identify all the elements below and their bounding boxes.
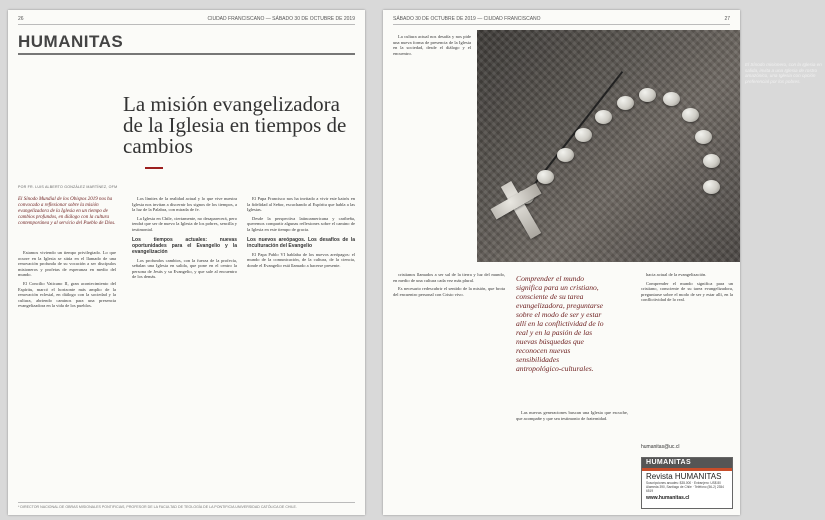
paragraph: cristianos llamados a ser sal de la tierra y luz del mundo, en medio de una cultura cada vez más plural.: [393, 272, 505, 283]
rosary-bead: [557, 148, 574, 162]
contact-email[interactable]: humanitas@uc.cl: [641, 444, 680, 450]
decorative-rule: [145, 167, 163, 169]
running-head: [393, 16, 730, 25]
lead-paragraph: El Sínodo Mundial de los Obispos 2019 nos ha convocado a reflexionar sobre la misión evangelizadora de la Iglesia en un tiempo de cambios profundos, en diálogo con la cultura contemporánea y al servicio del Pueblo de Dios.: [18, 197, 116, 226]
running-head-text: CIUDAD FRANCISCANO — SÁBADO 30 DE OCTUBRE DE 2019: [207, 16, 355, 22]
photo-caption: El Sínodo misionero, con la Iglesia en salida, invita a una Iglesia de rostro amazónico, una Iglesia con opción preferencial por los pobres.: [745, 62, 822, 84]
left-page: [8, 10, 365, 515]
rosary-bead: [695, 130, 712, 144]
paragraph: Los profundos cambios, con la fuerza de la profecía, señalan una Iglesia en salida, que pone en el centro la persona de Jesús y su Evangelio, y que sale al encuentro de los demás.: [132, 257, 237, 280]
rosary-bead: [575, 128, 592, 142]
paragraph: Las nuevas generaciones buscan una Iglesia que escuche, que acompañe y que sea testimonio de fraternidad.: [516, 410, 628, 421]
article-headline: La misión evangelizadora de la Iglesia en tiempos de cambios: [123, 92, 347, 158]
paragraph: El Papa Francisco nos ha invitado a vivir este kairós en la fidelidad al Señor, escuchando al Espíritu que habla a las Iglesias.: [247, 196, 355, 213]
section-divider: [18, 53, 355, 55]
section-title: HUMANITAS: [18, 32, 124, 51]
running-head: [18, 16, 355, 25]
column-3: [247, 196, 355, 501]
subheading: Los tiempos actuales: nuevas oportunidades para el Evangelio y la evangelización: [132, 236, 237, 255]
paragraph: Los límites de la realidad actual y lo que vive nuestra Iglesia nos invitan a discernir los signos de los tiempos, a la luz de la Palabra, con mirada de fe.: [132, 196, 237, 213]
rosary-bead: [703, 180, 720, 194]
paragraph: Desde la perspectiva latinoamericana y caribeña, queremos compartir algunas reflexiones sobre el camino de la Iglesia en este tiempo de gracia.: [247, 215, 355, 232]
column-left: [393, 272, 505, 508]
running-head-text: SÁBADO 30 DE OCTUBRE DE 2019 — CIUDAD FRANCISCANO: [393, 16, 541, 22]
ad-website-link[interactable]: www.humanitas.cl: [646, 494, 690, 501]
byline: POR FR. LUIS ALBERTO GONZÁLEZ MARTÍNEZ, OFM: [18, 185, 118, 189]
paragraph: hacia actual de la evangelización.: [646, 272, 707, 277]
rosary-photo: [477, 30, 822, 262]
paragraph: La cultura actual nos desafía y nos pide una nueva forma de presencia de la Iglesia en la sociedad, desde el diálogo y el encuentro.: [393, 34, 471, 56]
footnote: * DIRECTOR NACIONAL DE OBRAS MISIONALES PONTIFICIAS, PROFESOR DE LA FACULTAD DE TEOLOGÍA DE LA PONTIFICIA UNIVERSIDAD CATÓLICA DE CHILE.: [18, 502, 355, 509]
ad-title: Revista HUMANITAS: [646, 472, 722, 481]
pull-quote: Comprender el mundo significa para un cristiano, consciente de su tarea evangelizadora, preguntarse sobre el modo de ser y estar allí en la conflictividad de lo real y en la pasión de las nuevas búsquedas que reconocen nuevas sensibilidades antropológico-culturales.: [516, 274, 604, 373]
page-number: 26: [18, 16, 24, 22]
rosary-bead: [703, 154, 720, 168]
paragraph: El Concilio Vaticano II, gran acontecimiento del Espíritu, marcó el horizonte más amplio de la renovación eclesial, en diálogo con la sociedad y la cultura, abriendo caminos para una presencia evangelizadora en la vida de los pueblos.: [18, 280, 116, 309]
subheading: Los nuevos areópagos. Los desafíos de la inculturación del Evangelio: [247, 236, 355, 249]
ad-header: HUMANITAS: [642, 458, 732, 468]
rosary-bead: [537, 170, 554, 184]
rosary-bead: [595, 110, 612, 124]
right-page: [383, 10, 822, 515]
column-middle: [516, 410, 628, 508]
paragraph: El Papa Pablo VI hablaba de los nuevos areópagos: el mundo de la comunicación, de la cultura, de la ciencia, donde el Evangelio está llamado a hacerse presente.: [247, 251, 355, 268]
column-right: [641, 272, 733, 437]
ad-text: Alameda 390, Santiago de Chile · Teléfono (56-2) 2354 6519: [646, 485, 724, 494]
paragraph: Comprender el mundo significa para un cristiano, consciente de su tarea evangelizadora, preguntarse sobre el modo de ser y estar allí, en la conflictividad de lo real.: [641, 280, 733, 303]
paragraph: Estamos viviendo un tiempo privilegiado. Lo que ocurre en la Iglesia se sitúa en el llamado de una renovación profunda de su vocación a ser discípulos misioneros y profetas de esperanza en medio del mundo.: [18, 250, 116, 278]
column-1: [18, 250, 116, 500]
rosary-bead: [639, 88, 656, 102]
paragraph: Es necesario redescubrir el sentido de la misión, que brota del encuentro personal con Cristo vivo.: [393, 286, 505, 297]
paragraph: La Iglesia en Chile, ciertamente, no desaparecerá, pero tendrá que ser de nuevo la Iglesia de los pobres, sencilla y testimonial.: [132, 215, 237, 232]
rosary-bead: [617, 96, 634, 110]
column-2: [132, 196, 237, 501]
magazine-ad[interactable]: [641, 457, 733, 509]
rosary-bead: [663, 92, 680, 106]
ad-text: Suscripciones anuales: $35.000 · Extranjero: US$ 80: [646, 481, 721, 485]
rosary-bead: [682, 108, 699, 122]
page-number: 27: [724, 16, 730, 22]
column-top-left: [393, 34, 471, 262]
